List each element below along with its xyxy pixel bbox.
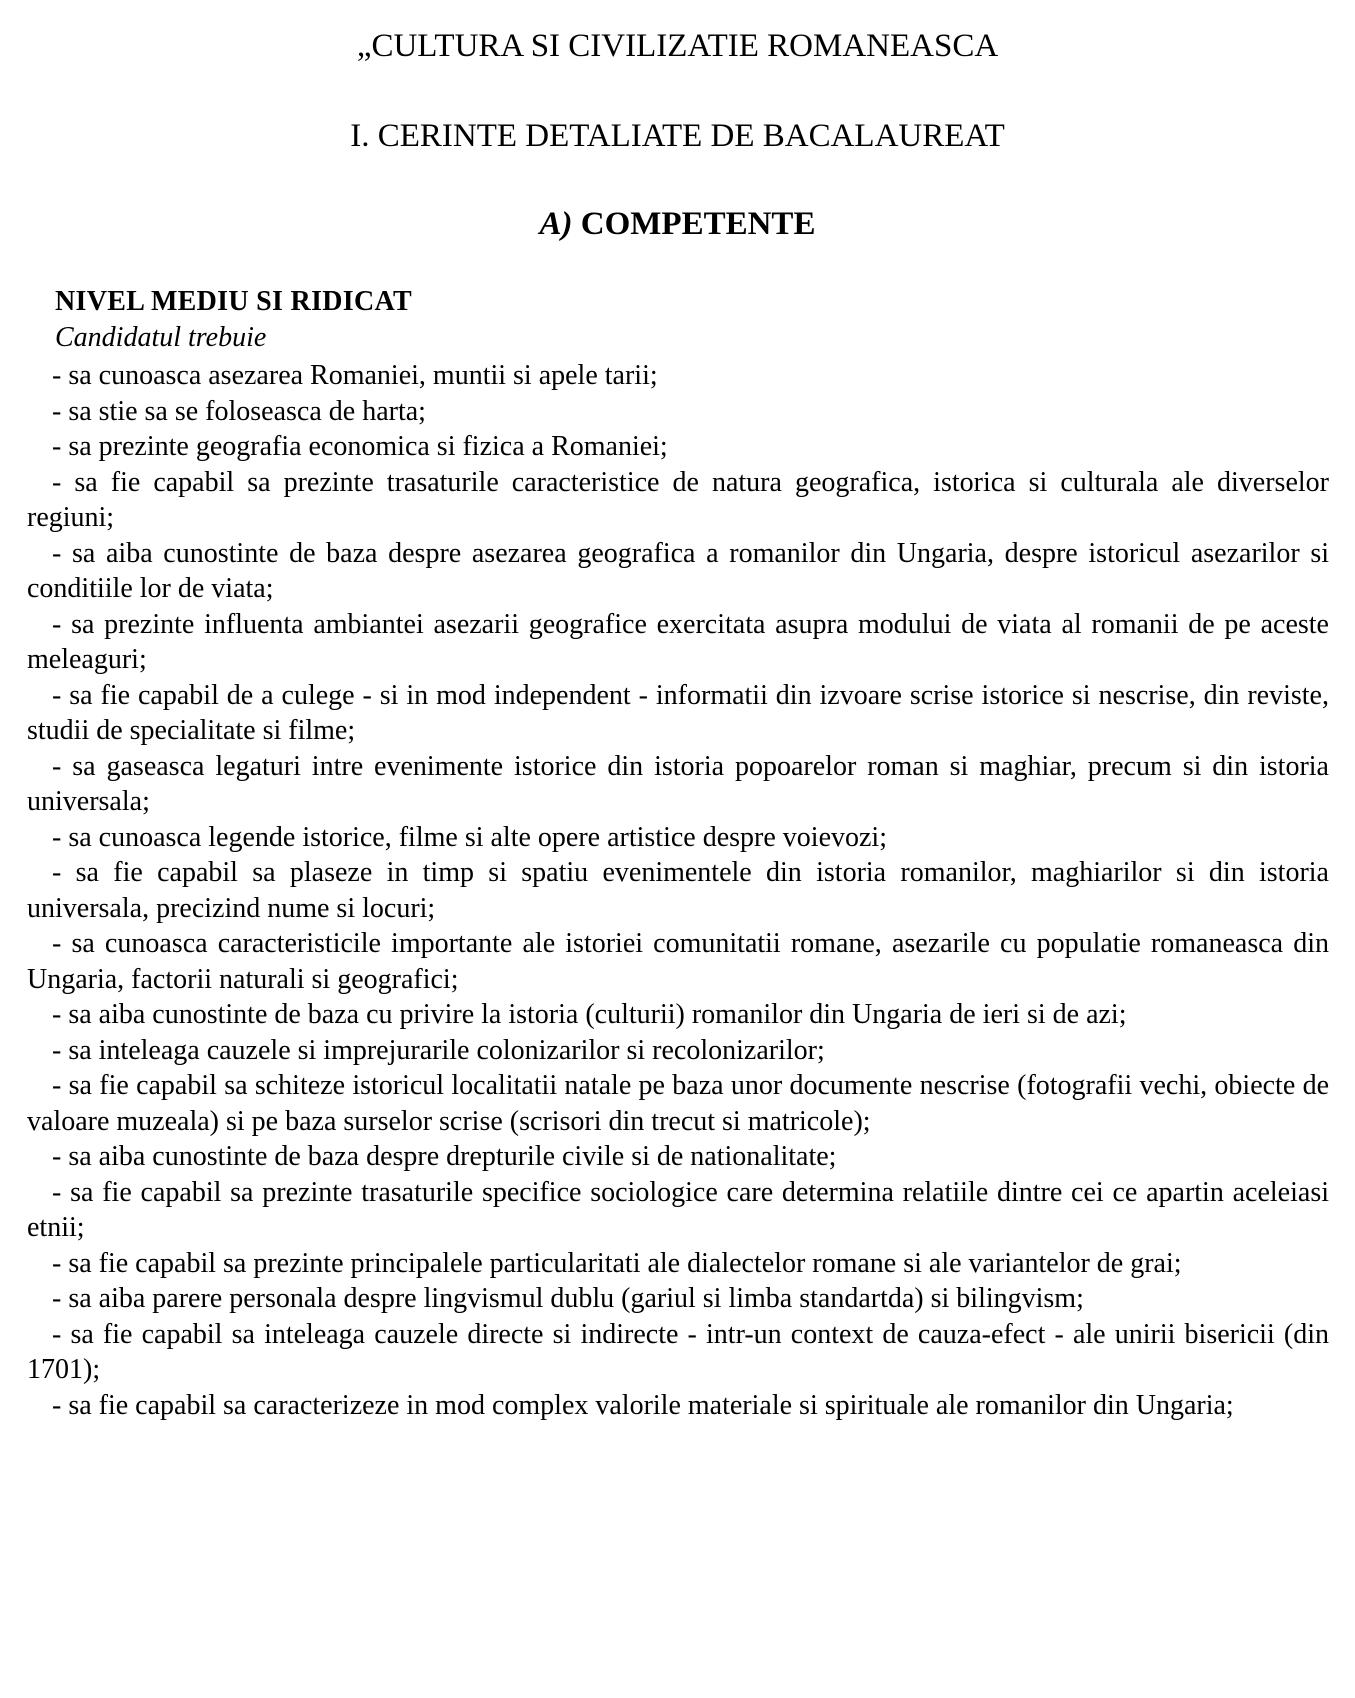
requirement-item: - sa fie capabil sa caracterizeze in mod complex valorile materiale si spirituale ale romanilor din Ungaria; bbox=[52, 1389, 1234, 1421]
requirement-item: - sa inteleaga cauzele si imprejurarile colonizarilor si recolonizarilor; bbox=[52, 1034, 825, 1066]
requirement-item: - sa fie capabil sa schiteze istoricul localitatii natale pe baza unor documente nescrise (fotografii vechi, obiecte de valoare muzeala) si pe baza surselor scrise (scrisori din trecut si matricole); bbox=[27, 1070, 1329, 1137]
requirements-section bbox=[27, 284, 1329, 1423]
requirement-item: - sa fie capabil sa prezinte principalele particularitati ale dialectelor romane si ale variantelor de grai; bbox=[52, 1247, 1182, 1279]
requirement-item: - sa cunoasca legende istorice, filme si alte opere artistice despre voievozi; bbox=[52, 821, 887, 853]
requirement-item: - sa fie capabil sa prezinte trasaturile specifice sociologice care determina relatiile dintre cei ce apartin aceleiasi etnii; bbox=[27, 1176, 1329, 1243]
requirement-item: - sa aiba parere personala despre lingvismul dublu (gariul si limba standartda) si bilingvism; bbox=[52, 1283, 1084, 1314]
intro-text: Candidatul trebuie bbox=[55, 322, 267, 353]
requirement-item: - sa fie capabil sa plaseze in timp si spatiu evenimentele din istoria romanilor, maghiarilor si din istoria universala, precizind nume si locuri; bbox=[27, 857, 1329, 924]
requirement-item: - sa aiba cunostinte de baza despre drepturile civile si de nationalitate; bbox=[52, 1141, 837, 1172]
requirement-item: - sa cunoasca asezarea Romaniei, muntii si apele tarii; bbox=[52, 360, 658, 391]
requirement-item: - sa stie sa se foloseasca de harta; bbox=[52, 395, 426, 427]
requirement-item: - sa cunoasca caracteristicile importante ale istoriei comunitatii romane, asezarile cu populatie romaneasca din Ungaria, factorii naturali si geografici; bbox=[27, 928, 1329, 995]
section-title: COMPETENTE bbox=[580, 206, 816, 242]
section-letter: A) bbox=[539, 206, 573, 242]
document-subtitle: I. CERINTE DETALIATE DE BACALAUREAT bbox=[350, 118, 1005, 154]
requirements-list bbox=[27, 358, 1329, 1423]
requirement-item: - sa fie capabil sa inteleaga cauzele directe si indirecte - intr-un context de cauza-efect - ale unirii bisericii (din 1701); bbox=[27, 1318, 1329, 1385]
requirement-item: - sa fie capabil sa prezinte trasaturile caracteristice de natura geografica, istorica si culturala ale diverselor regiuni; bbox=[27, 466, 1329, 533]
requirement-item: - sa aiba cunostinte de baza despre asezarea geografica a romanilor din Ungaria, despre istoricul asezarilor si conditiile lor de viata; bbox=[27, 537, 1329, 604]
document-title: „CULTURA SI CIVILIZATIE ROMANEASCA bbox=[356, 28, 999, 64]
requirement-item: - sa fie capabil de a culege - si in mod independent - informatii din izvoare scrise istorice si nescrise, din reviste, studii de specialitate si filme; bbox=[27, 679, 1329, 746]
requirement-item: - sa prezinte geografia economica si fizica a Romaniei; bbox=[52, 431, 668, 462]
level-heading: NIVEL MEDIU SI RIDICAT bbox=[55, 286, 412, 317]
requirement-item: - sa gaseasca legaturi intre evenimente istorice din istoria popoarelor roman si maghiar, precum si din istoria universala; bbox=[27, 750, 1329, 817]
section-heading bbox=[0, 204, 1355, 244]
requirement-item: - sa aiba cunostinte de baza cu privire la istoria (culturii) romanilor din Ungaria de ieri si de azi; bbox=[52, 999, 1127, 1030]
requirement-item: - sa prezinte influenta ambiantei asezarii geografice exercitata asupra modului de viata al romanii de pe aceste meleaguri; bbox=[27, 608, 1329, 675]
